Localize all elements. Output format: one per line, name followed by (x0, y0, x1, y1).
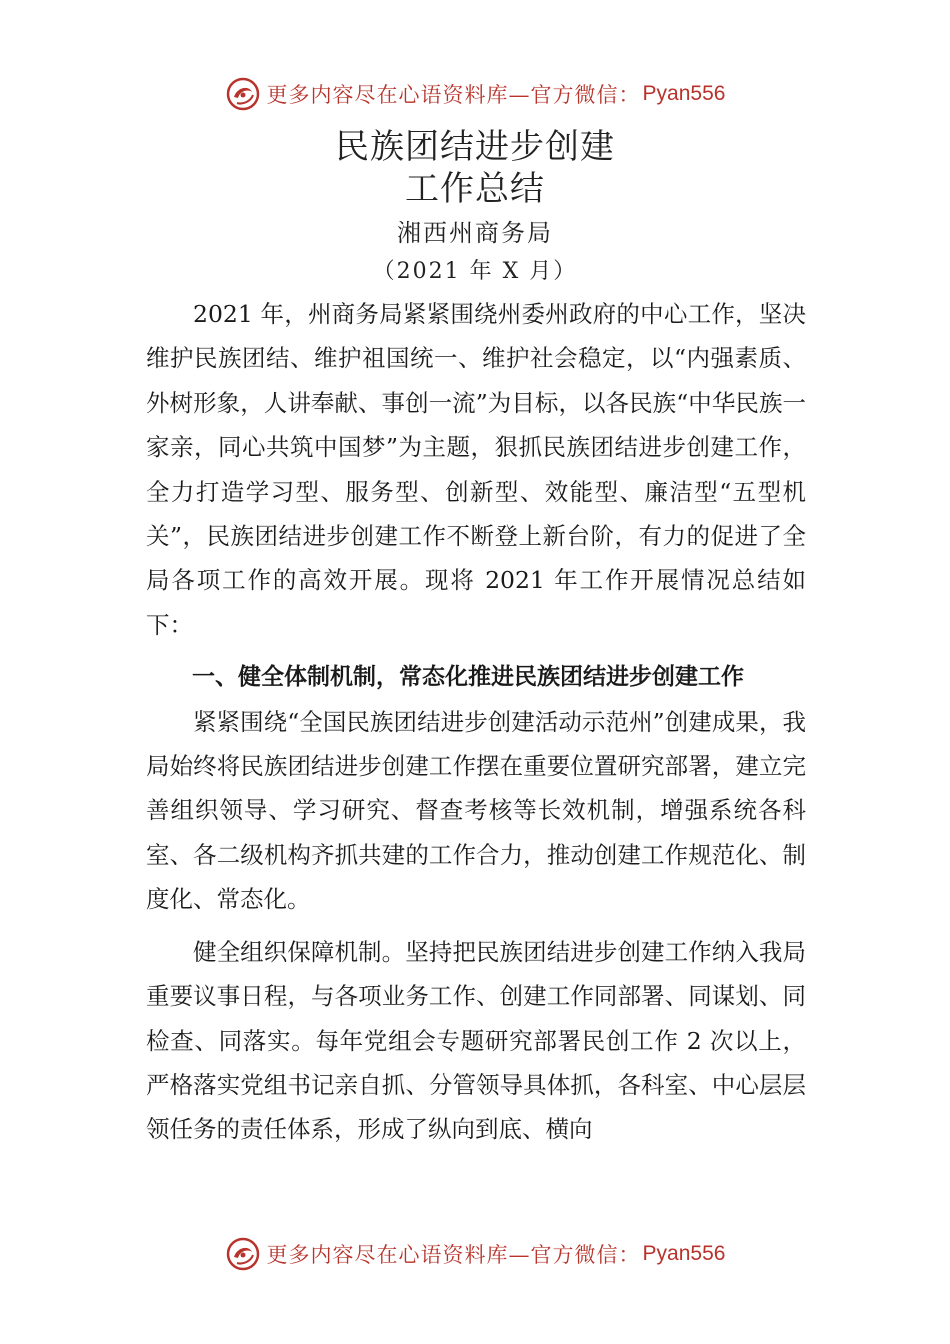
swirl-logo-icon (225, 76, 261, 112)
section-heading: 一、健全体制机制，常态化推进民族团结进步创建工作 (192, 664, 744, 691)
watermark-text: 更多内容尽在心语资料库—官方微信： (266, 83, 641, 107)
intro-paragraph: 2021 年，州商务局紧紧围绕州委州政府的中心工作，坚决维护民族团结、维护祖国统一、维护社会稳定，以“内强素质、外树形象，人讲奉献、事创一流”为目标，以各民族“中华民族一家亲，同心共筑中国梦”为主题，狠抓民族团结进步创建工作，全力打造学习型、服务型、创新型、效能型、廉洁型“五型机关”，民族团结进步创建工作不断登上新台阶，有力的促进了全局各项工作的高效开展。现将 2021 年工作开展情况总结如下： (146, 300, 806, 639)
watermark-wechat-id: Pyan556 (642, 82, 726, 105)
watermark-footer (0, 1232, 950, 1276)
section1-paragraph-1: 紧紧围绕“全国民族团结进步创建活动示范州”创建成果，我局始终将民族团结进步创建工作摆在重要位置研究部署，建立完善组织领导、学习研究、督查考核等长效机制，增强系统各科室、各二级机构齐抓共建的工作合力，推动创建工作规范化、制度化、常态化。 (146, 707, 806, 914)
document-title-line1: 民族团结进步创建 (335, 127, 615, 167)
document-date: （2021 年 X 月） (372, 259, 578, 284)
document-body (146, 292, 806, 1152)
document-header (0, 126, 950, 286)
section1-paragraph-2: 健全组织保障机制。坚持把民族团结进步创建工作纳入我局重要议事日程，与各项业务工作、创建工作同部署、同谋划、同检查、同落实。每年党组会专题研究部署民创工作 2 次以上，严格落实党组书记亲自抓、分管领导具体抓，各科室、中心层层领任务的责任体系，形成了纵向到底、横向 (146, 937, 806, 1144)
watermark-wechat-id: Pyan556 (642, 1242, 726, 1265)
watermark-header (0, 72, 950, 116)
watermark-text: 更多内容尽在心语资料库—官方微信： (266, 1243, 641, 1267)
document-title-line2: 工作总结 (405, 169, 545, 209)
swirl-logo-icon (225, 1236, 261, 1272)
organization-name: 湘西州商务局 (397, 219, 553, 247)
